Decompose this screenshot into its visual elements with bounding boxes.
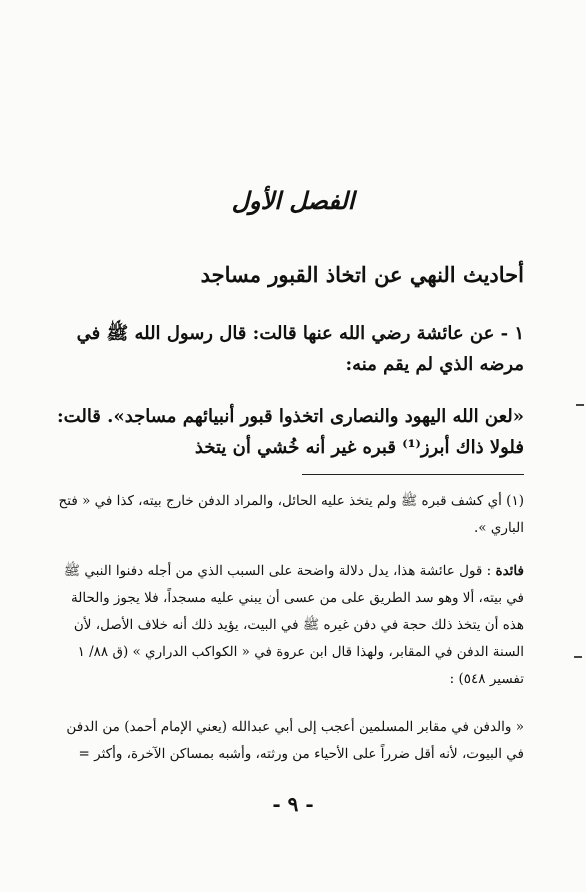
footnote-divider bbox=[302, 474, 524, 475]
footnote: (١) أي كشف قبره ﷺ ولم يتخذ عليه الحائل، والمراد الدفن خارج بيته، كذا في « فتح الباري ». bbox=[58, 493, 524, 536]
benefit-text: : قول عائشة هذا، يدل دلالة واضحة على السبب الذي من أجله دفنوا النبي ﷺ في بيته، ألا وهو سد الطريق على من عسى أن يبني عليه مسجداً، فلا يجوز والحالة هذه أن يتخذ ذلك حجة في دفن غيره ﷺ في البيت، يؤيد ذلك أنه خلاف الأصل، لأن السنة الدفن في المقابر، ولهذا قال ابن عروة في « الكواكب الدراري » (ق ٨٨/ ١ تفسير ٥٤٨) : bbox=[63, 563, 524, 687]
benefit-note bbox=[54, 558, 524, 693]
chapter-title: الفصل الأول bbox=[231, 186, 355, 215]
quoted-passage: « والدفن في مقابر المسلمين أعجب إلى أبي عبدالله (يعني الإمام أحمد) من الدفن في البيوت، لأنه أقل ضرراً على الأحياء من ورثته، وأشبه بمساكن الآخرة، وأكثر = bbox=[66, 719, 524, 762]
hadith-paragraph-intro: ١ - عن عائشة رضي الله عنها قالت: قال رسول الله ﷺ في مرضه الذي لم يقم منه: bbox=[76, 323, 524, 375]
benefit-label: فائدة bbox=[495, 563, 524, 579]
page-number: - ٩ - bbox=[272, 792, 314, 816]
margin-mark bbox=[574, 656, 582, 658]
section-title: أحاديث النهي عن اتخاذ القبور مساجد bbox=[200, 262, 524, 287]
margin-mark bbox=[576, 404, 584, 406]
hadith-paragraph-text: «لعن الله اليهود والنصارى اتخذوا قبور أنبيائهم مساجد». قالت: فلولا ذاك أبرز⁽¹⁾ قبره غير أنه خُشي أن يتخذ bbox=[57, 406, 524, 458]
